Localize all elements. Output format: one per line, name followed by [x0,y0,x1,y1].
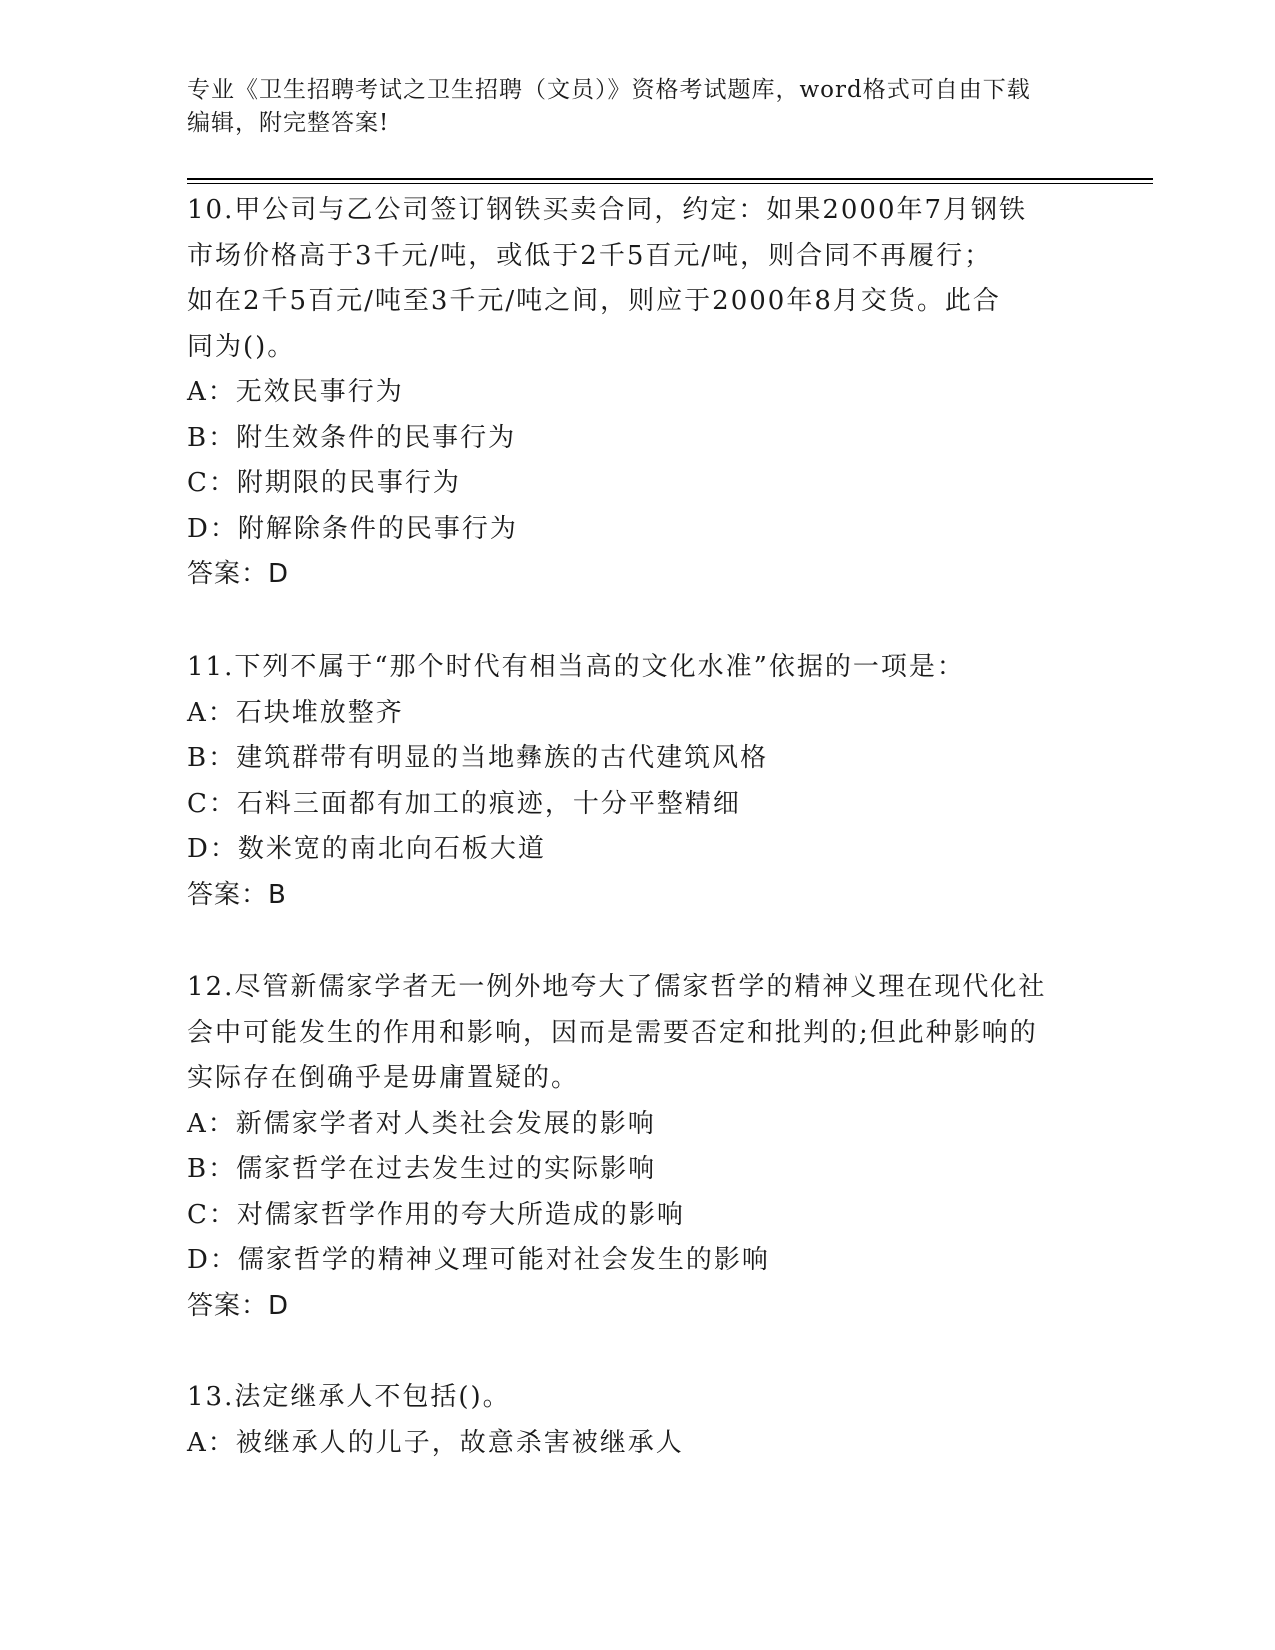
option-b: B：建筑群带有明显的当地彝族的古代建筑风格 [187,743,769,773]
question-stem-line: 实际存在倒确乎是毋庸置疑的。 [187,1063,580,1093]
option-a: A：被继承人的儿子，故意杀害被继承人 [187,1427,684,1458]
header-line: 专业《卫生招聘考试之卫生招聘（文员）》资格考试题库，word格式可自由下载 [187,77,1031,103]
option-a: A：无效民事行为 [187,377,404,407]
question-stem-line: 同为()。 [187,331,296,362]
question-13 [187,1375,1087,1466]
question-11 [187,645,1087,918]
question-12 [187,965,1087,1329]
option-c: C：石料三面都有加工的痕迹，十分平整精细 [187,788,741,819]
question-stem-line: 市场价格高于3千元/吨，或低于2千5百元/吨，则合同不再履行； [187,240,993,271]
option-b: B：附生效条件的民事行为 [187,422,517,453]
option-d: D：数米宽的南北向石板大道 [187,834,546,864]
option-b: B：儒家哲学在过去发生过的实际影响 [187,1154,657,1184]
question-stem-line: 如在2千5百元/吨至3千元/吨之间，则应于2000年8月交货。此合 [187,286,1001,316]
option-a: A：石块堆放整齐 [187,697,404,728]
option-d: D：附解除条件的民事行为 [187,513,518,544]
answer: 答案：D [187,559,290,589]
question-stem-line: 11.下列不属于“那个时代有相当高的文化水准”依据的一项是： [187,652,965,682]
answer: 答案：D [187,1290,290,1321]
document-header [187,74,1087,140]
question-stem-line: 10.甲公司与乙公司签订钢铁买卖合同，约定：如果2000年7月钢铁 [187,195,1028,225]
answer: 答案：B [187,879,287,910]
option-c: C：附期限的民事行为 [187,468,461,498]
option-a: A：新儒家学者对人类社会发展的影响 [187,1108,656,1139]
question-stem-line: 会中可能发生的作用和影响，因而是需要否定和批判的;但此种影响的 [187,1017,1038,1048]
question-10 [187,188,1087,598]
question-stem-line: 13.法定继承人不包括()。 [187,1382,511,1412]
header-line: 编辑，附完整答案! [187,110,390,136]
option-d: D：儒家哲学的精神义理可能对社会发生的影响 [187,1245,770,1275]
question-stem-line: 12.尽管新儒家学者无一例外地夸大了儒家哲学的精神义理在现代化社 [187,972,1047,1002]
header-divider-thick [187,178,1153,180]
option-c: C：对儒家哲学作用的夸大所造成的影响 [187,1199,685,1230]
header-divider-thin [187,183,1153,184]
